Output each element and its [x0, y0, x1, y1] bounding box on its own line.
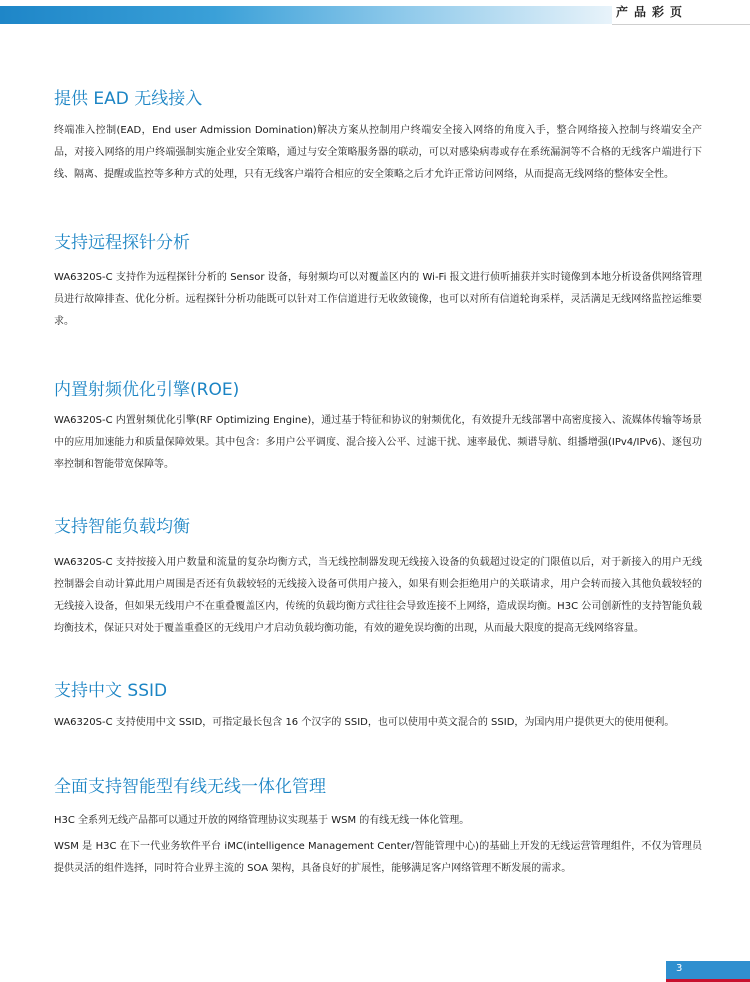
section-title: 全面支持智能型有线无线一体化管理 [54, 777, 326, 797]
section-title: 提供 EAD 无线接入 [54, 89, 203, 109]
section-paragraph: H3C 全系列无线产品都可以通过开放的网络管理协议实现基于 WSM 的有线无线一体化管理。 [54, 815, 470, 826]
page-number: 3 [676, 963, 683, 974]
page-number-box [666, 961, 750, 979]
section-chinese-ssid [54, 678, 702, 734]
section-paragraph: WA6320S-C 支持使用中文 SSID，可指定最长包含 16 个汉字的 SSID，也可以使用中英文混合的 SSID，为国内用户提供更大的使用便利。 [54, 717, 675, 728]
section-load-balance [54, 514, 702, 640]
section-paragraph: WA6320S-C 支持作为远程探针分析的 Sensor 设备，每射频均可以对覆盖区内的 Wi-Fi 报文进行侦听捕获并实时镜像到本地分析设备供网络管理员进行故障排查、优化分析。远程探针分析功能既可以针对工作信道进行无收敛镜像，也可以对所有信道轮询采样，灵活满足无线网络监控运维要求。 [54, 272, 702, 327]
header-divider [612, 24, 750, 25]
section-title: 支持智能负载均衡 [54, 517, 190, 537]
section-title: 内置射频优化引擎(ROE) [54, 380, 240, 400]
main-content [54, 86, 702, 880]
section-title: 支持中文 SSID [54, 681, 168, 701]
section-paragraph: WA6320S-C 支持按接入用户数量和流量的复杂均衡方式，当无线控制器发现无线接入设备的负载超过设定的门限值以后，对于新接入的用户无线控制器会自动计算此用户周围是否还有负载较轻的无线接入设备可供用户接入，如果有则会拒绝用户的关联请求，用户会转而接入其他负载较轻的无线接入设备，但如果无线用户不在重叠覆盖区内，传统的负载均衡方式往往会导致连接不上网络，造成误均衡。H3C 公司创新性的支持智能负载均衡技术，保证只对处于覆盖重叠区的无线用户才启动负载均衡功能，有效的避免误均衡的出现，从而最大限度的提高无线网络容量。 [54, 557, 702, 634]
header-band [0, 6, 612, 24]
section-remote-probe [54, 230, 702, 333]
section-ead [54, 86, 702, 186]
section-paragraph: WA6320S-C 内置射频优化引擎(RF Optimizing Engine)，通过基于特征和协议的射频优化，有效提升无线部署中高密度接入、流媒体传输等场景中的应用加速能力和质量保障效果。其中包含：多用户公平调度、混合接入公平、过滤干扰、速率最优、频谱导航、组播增强(IPv4/IPv6)、逐包功率控制和智能带宽保障等。 [54, 415, 702, 470]
section-paragraph: WSM 是 H3C 在下一代业务软件平台 iMC(intelligence Management Center/智能管理中心)的基础上开发的无线运营管理组件，不仅为管理员提供灵活的组件选择，同时符合业界主流的 SOA 架构，具备良好的扩展性，能够满足客户网络管理不断发展的需求。 [54, 841, 702, 874]
section-title: 支持远程探针分析 [54, 233, 190, 253]
section-unified-management [54, 774, 702, 880]
header-title: 产品彩页 [616, 5, 689, 19]
section-roe [54, 377, 702, 476]
section-paragraph: 终端准入控制(EAD，End user Admission Domination)解决方案从控制用户终端安全接入网络的角度入手，整合网络接入控制与终端安全产品，对接入网络的用户终端强制实施企业安全策略，通过与安全策略服务器的联动，可以对感染病毒或存在系统漏洞等不合格的无线客户端进行下线、隔离、提醒或监控等多种方式的处理，只有无线客户端符合相应的安全策略之后才允许正常访问网络，从而提高无线网络的整体安全性。 [54, 125, 702, 180]
